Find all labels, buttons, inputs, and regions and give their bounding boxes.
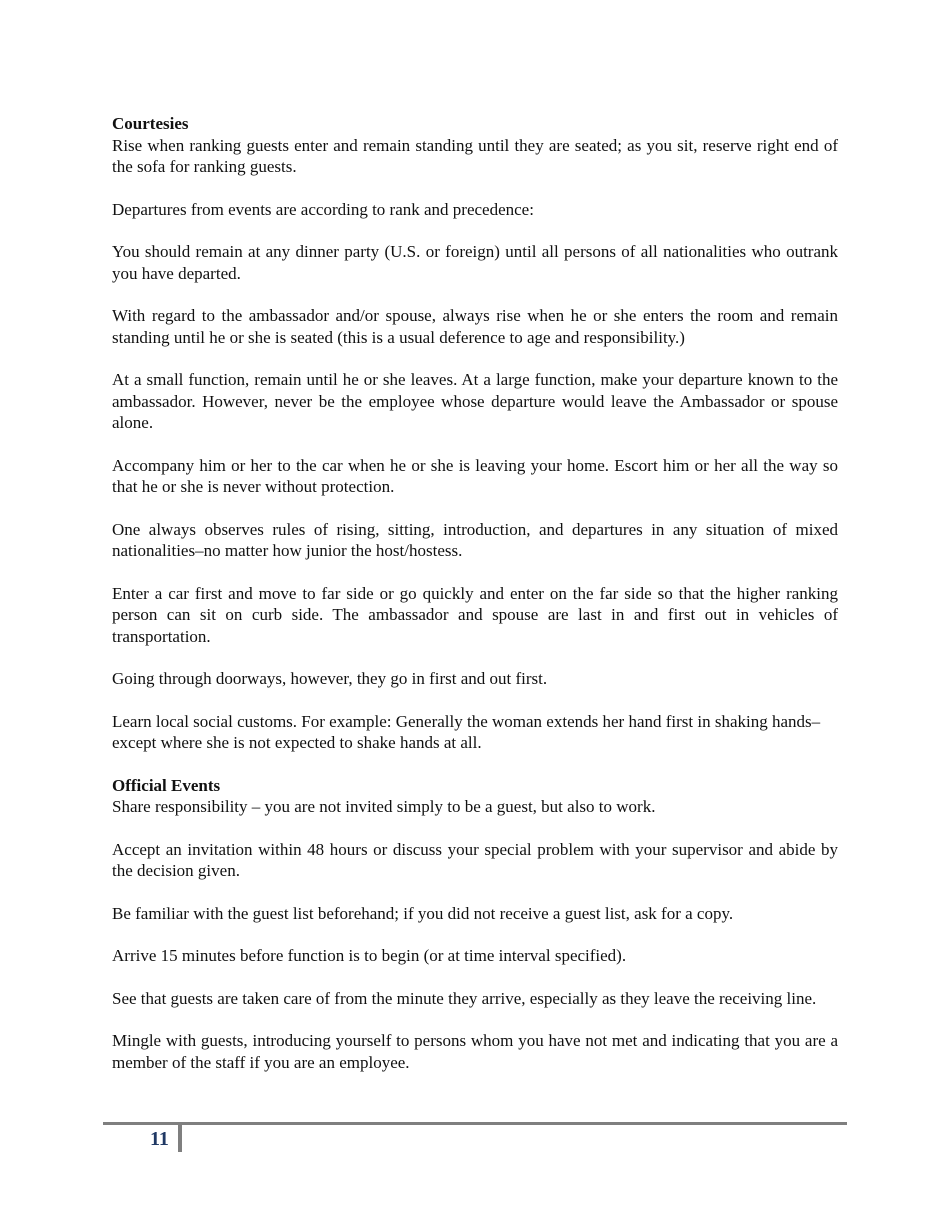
section-heading: Courtesies — [112, 114, 189, 133]
paragraph: Share responsibility – you are not invited simply to be a guest, but also to work. — [112, 797, 656, 816]
section-heading: Official Events — [112, 775, 221, 795]
paragraph: Accept an invitation within 48 hours or discuss your special problem with your supervisor and abide by the decision given. — [112, 839, 838, 880]
paragraph: Arrive 15 minutes before function is to begin (or at time interval specified). — [112, 946, 627, 965]
paragraph: Going through doorways, however, they go in first and out first. — [112, 669, 548, 688]
footer-divider — [103, 1122, 847, 1125]
paragraph: One always observes rules of rising, sitting, introduction, and departures in any situation of mixed nationalities–no matter how junior the host/hostess. — [112, 519, 838, 560]
paragraph: Accompany him or her to the car when he or she is leaving your home. Escort him or her all the way so that he or she is never without protection. — [112, 455, 838, 496]
paragraph: Departures from events are according to rank and precedence: — [112, 199, 534, 219]
paragraph: At a small function, remain until he or she leaves. At a large function, make your departure known to the ambassador. However, never be the employee whose departure would leave the Ambassador or spouse alone. — [112, 370, 838, 432]
paragraph: With regard to the ambassador and/or spouse, always rise when he or she enters the room and remain standing until he or she is seated (this is a usual deference to age and responsibility.) — [112, 306, 838, 347]
page-number-divider — [178, 1125, 182, 1152]
paragraph: Be familiar with the guest list beforehand; if you did not receive a guest list, ask for a copy. — [112, 903, 734, 923]
paragraph: Learn local social customs. For example: Generally the woman extends her hand first in shaking hands–except where she is not expected to shake hands at all. — [112, 711, 821, 752]
paragraph: Enter a car first and move to far side or go quickly and enter on the far side so that the higher ranking person can sit on curb side. The ambassador and spouse are last in and first out in vehicles of transportation. — [112, 583, 838, 646]
section-official-events — [112, 775, 838, 1074]
page-content — [112, 113, 838, 1094]
paragraph: Rise when ranking guests enter and remain standing until they are seated; as you sit, reserve right end of the sofa for ranking guests. — [112, 135, 838, 176]
paragraph: You should remain at any dinner party (U.S. or foreign) until all persons of all nationalities who outrank you have departed. — [112, 242, 838, 283]
page-number: 11 — [150, 1128, 169, 1150]
paragraph: See that guests are taken care of from the minute they arrive, especially as they leave the receiving line. — [112, 988, 817, 1008]
section-courtesies — [112, 113, 838, 754]
paragraph: Mingle with guests, introducing yourself to persons whom you have not met and indicating that you are a member of the staff if you are an employee. — [112, 1031, 838, 1072]
